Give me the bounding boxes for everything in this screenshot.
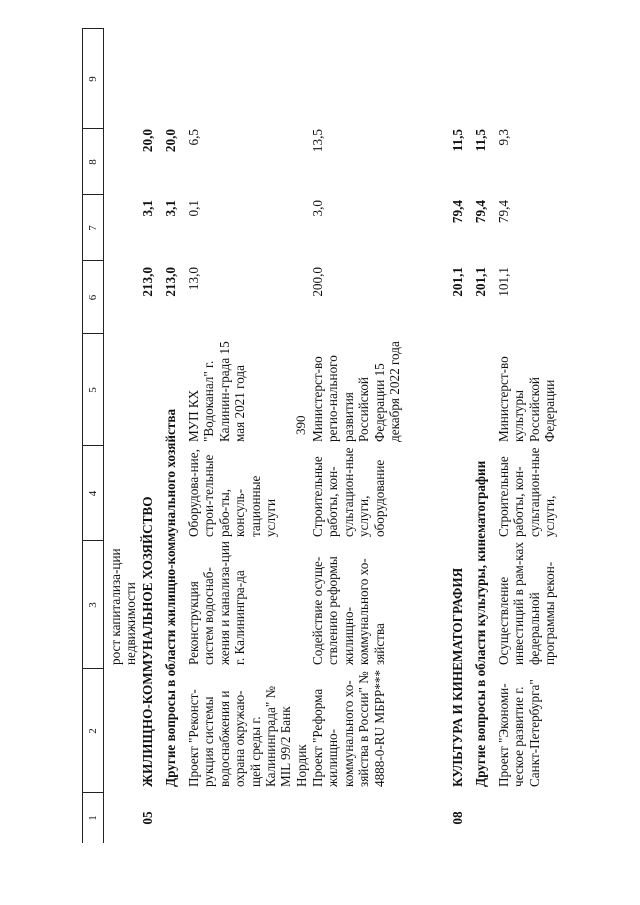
- header-col-9: 9: [87, 76, 99, 82]
- project-col8: 13,5: [310, 129, 325, 153]
- subsection-title: Другие вопросы в области жилищно-коммунального хозяйства: [163, 408, 178, 787]
- header-col-7: 7: [87, 225, 99, 231]
- project-purpose: Содействие осуще-ствлению реформы жилищно-коммунального хо-зяйства: [310, 556, 387, 665]
- project-executor: Министерст-во культуры Российской Федерации: [496, 356, 558, 442]
- section-title: КУЛЬТУРА И КИНЕМАТОГРАФИЯ: [450, 567, 465, 787]
- subsection-col8: 20,0: [163, 129, 178, 153]
- project-col8: 6,5: [186, 129, 201, 146]
- section-col7: 3,1: [140, 200, 155, 217]
- header-col-6: 6: [87, 294, 99, 301]
- subsection-title: Другие вопросы в области культуры, кинематографии: [473, 460, 488, 787]
- budget-table: [82, 28, 602, 843]
- section-col8: 20,0: [140, 129, 155, 153]
- page-number: 390: [293, 415, 308, 435]
- project-purpose: Осуществление инвестиций в рам-ках федеральной программы рекон-: [496, 542, 558, 665]
- project-col7: 3,0: [310, 200, 325, 217]
- section-col7: 79,4: [450, 200, 465, 224]
- header-col-3: 3: [87, 602, 99, 608]
- project-col6: 200,0: [310, 267, 325, 297]
- continuation-col3: рост капитализа-ции недвижимости: [108, 548, 139, 665]
- header-col-8: 8: [87, 159, 99, 165]
- section-code: 08: [450, 811, 465, 825]
- project-goods: Строительные работы, кон-сультацион-ные услуги, оборудование: [310, 447, 387, 537]
- subsection-col7: 79,4: [473, 200, 488, 224]
- section-col6: 201,1: [450, 267, 465, 297]
- header-col-5: 5: [87, 387, 99, 393]
- project-col8: 9,3: [496, 129, 511, 146]
- project-executor: Министерст-во регио-нального развития Российской Федерации 15 декабря 2022 года: [310, 341, 403, 442]
- project-goods: Строительные работы, кон-сультацион-ные услуги,: [496, 447, 558, 537]
- subsection-col7: 3,1: [163, 200, 178, 217]
- header-col-2: 2: [87, 728, 99, 734]
- project-name: Проект "Реконст-рукция системы водоснабжения и охрана окружаю-щей среды г. Калининграда" № MIL 99/2 Банк Нордик: [186, 685, 309, 787]
- header-col-1: 1: [87, 815, 99, 821]
- section-code: 05: [140, 811, 155, 825]
- subsection-col6: 201,1: [473, 267, 488, 297]
- section-col6: 213,0: [140, 267, 155, 297]
- project-name: Проект "Реформа жилищно-коммунального хо-зяйства в России" № 4888-0-RU МБРР***: [310, 669, 387, 787]
- project-col6: 13,0: [186, 267, 201, 291]
- section-col8: 11,5: [450, 129, 465, 152]
- project-col7: 79,4: [496, 200, 511, 224]
- table-header-row: [82, 28, 104, 843]
- project-col7: 0,1: [186, 200, 201, 217]
- project-goods: Оборудова-ние, строи-тельные рабо-ты, консуль-тационные услуги: [186, 449, 279, 537]
- section-title: ЖИЛИЩНО-КОММУНАЛЬНОЕ ХОЗЯЙСТВО: [140, 496, 155, 787]
- project-col6: 101,1: [496, 267, 511, 297]
- header-col-4: 4: [87, 490, 99, 497]
- project-name: Проект "Экономи-ческое развитие г. Санкт-Петербурга": [496, 679, 542, 787]
- subsection-col6: 213,0: [163, 267, 178, 297]
- project-executor: МУП КХ "Водоканал" г. Калинин-града 15 мая 2021 года: [186, 341, 248, 442]
- subsection-col8: 11,5: [473, 129, 488, 152]
- project-purpose: Реконструкция систем водоснаб-жения и канализа-ции г. Калинингра-да: [186, 541, 248, 665]
- header-divider: [83, 28, 103, 29]
